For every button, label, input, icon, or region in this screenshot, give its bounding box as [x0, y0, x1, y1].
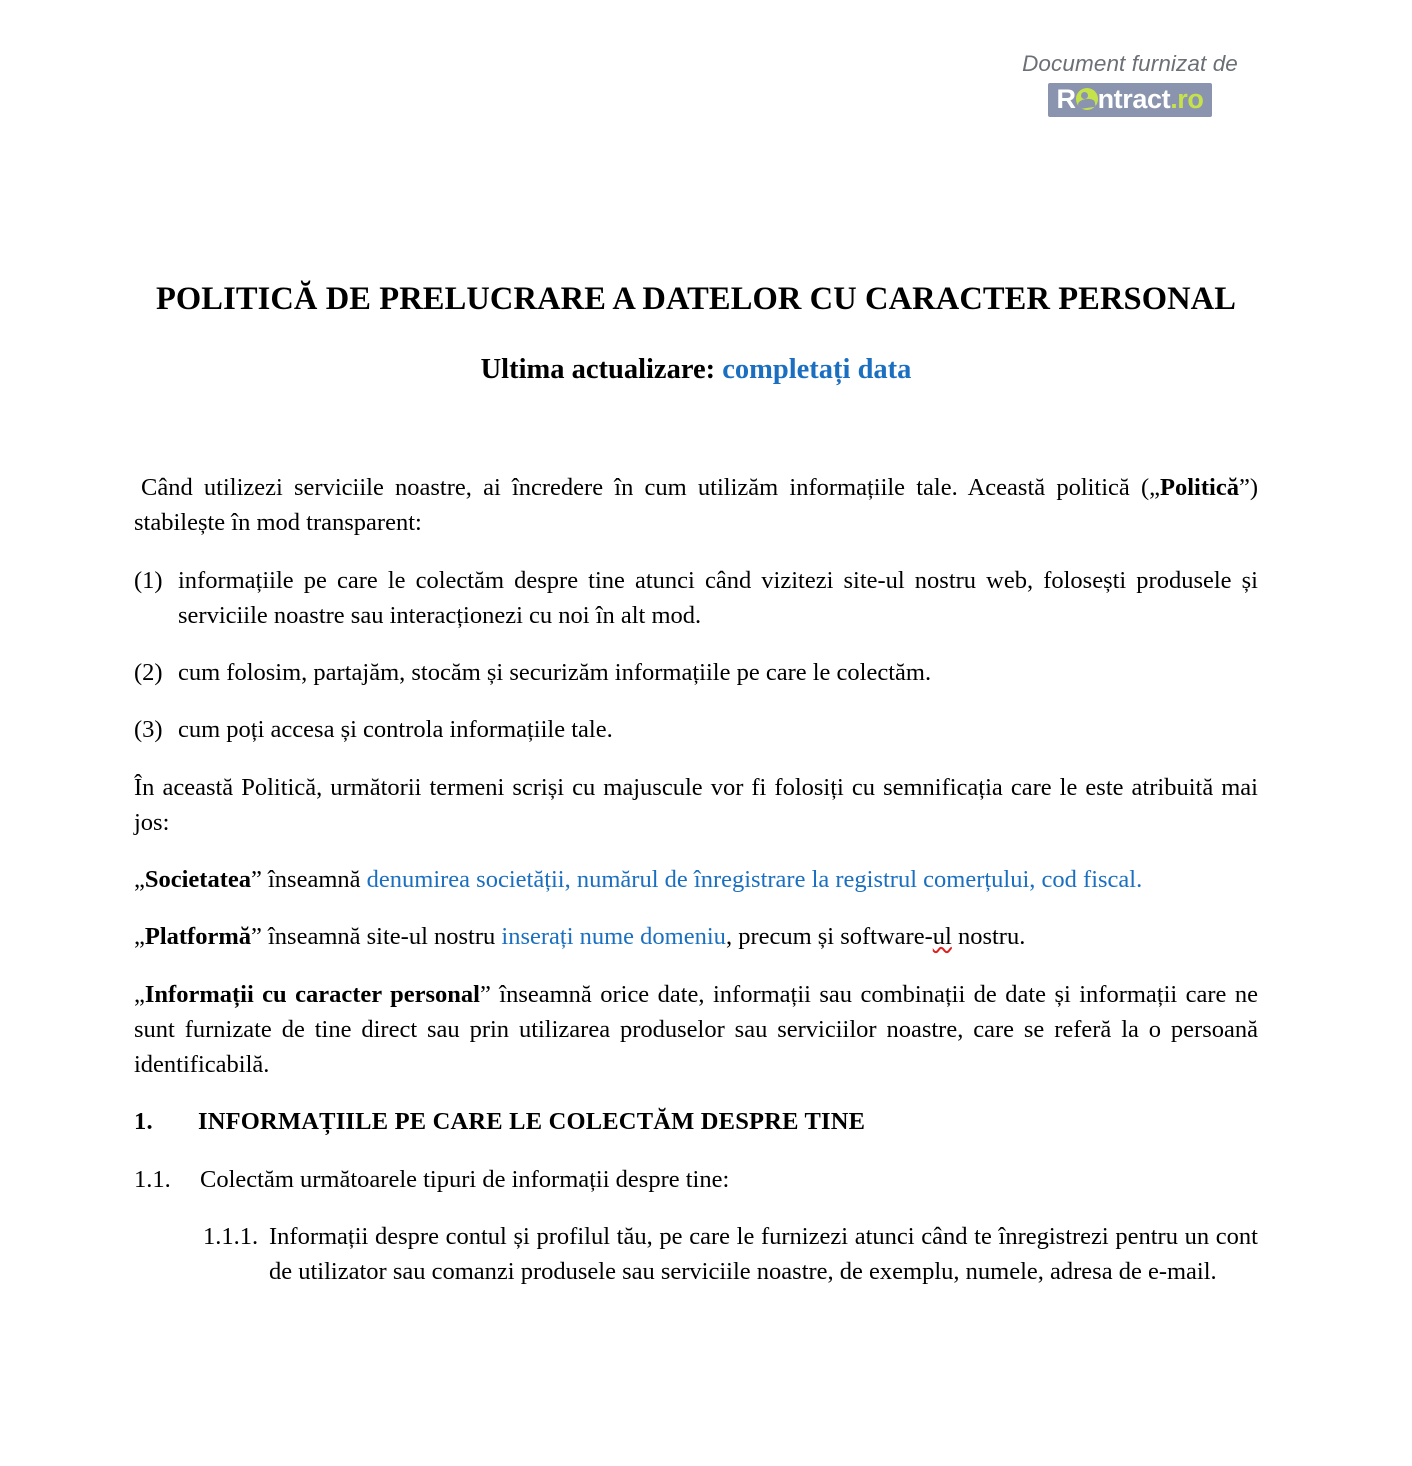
list-item: [134, 655, 1258, 690]
list-item-text: cum folosim, partajăm, stocăm și securizăm informațiile pe care le colectăm.: [178, 659, 932, 687]
intro-paragraph: [134, 470, 1258, 541]
definition-platforma: [134, 919, 1258, 954]
document-subtitle: [134, 353, 1258, 387]
subsection-marker: 1.1.: [134, 1165, 171, 1193]
document-body: [134, 470, 1258, 1312]
definition-lead: ” înseamnă site-ul nostru: [251, 923, 502, 951]
definition-tail-before: , precum și software-: [725, 923, 933, 951]
rontract-globe-icon: [1076, 88, 1098, 110]
provider-attribution: [1000, 52, 1260, 117]
definition-term: Societatea: [144, 866, 251, 894]
intro-term-politica: Politică: [1160, 474, 1239, 501]
definition-tail-after: nostru.: [951, 923, 1026, 951]
subsection-text: Informații despre contul și profilul tău, pe care le furnizezi atunci când te înregistrezi pentru un cont de utilizator sau comanzi produsele sau serviciile noastre, de exemplu, numele, adresa de e-mail.: [269, 1222, 1258, 1286]
last-updated-label: Ultima actualizare:: [480, 353, 716, 385]
list-item-marker: (3): [134, 716, 163, 744]
list-item-text: cum poți accesa și controla informațiile tale.: [178, 716, 613, 744]
subsection-marker: 1.1.1.: [203, 1222, 259, 1250]
logo-middle: ntract: [1097, 83, 1171, 114]
definition-text: ” înseamnă orice date, informații sau combinații de date și informații care ne sunt furnizate de tine direct sau prin utilizarea produselor sau serviciilor noastre, care se referă la o persoană identificabilă.: [134, 980, 1258, 1079]
list-item: [134, 712, 1258, 747]
subsection-1-1-1: [203, 1219, 1258, 1290]
subsection-1-1: [134, 1162, 1258, 1197]
definition-placeholder[interactable]: denumirea societății, numărul de înregistrare la registrul comerțului, cod fiscal.: [366, 866, 1143, 894]
rontract-logo-text: [1056, 83, 1204, 114]
provider-caption: Document furnizat de: [1022, 51, 1238, 76]
section-marker: 1.: [134, 1108, 153, 1136]
logo-tld: .ro: [1170, 83, 1204, 114]
definitions-intro-paragraph: În această Politică, următorii termeni scriși cu majuscule vor fi folosiți cu semnificația care le este atribuită mai jos:: [134, 773, 1258, 836]
document-title: POLITICĂ DE PRELUCRARE A DATELOR CU CARACTER PERSONAL: [155, 280, 1237, 317]
definition-term: Platformă: [144, 923, 251, 951]
definition-informatii-personale: [134, 977, 1258, 1083]
subsection-text: Colectăm următoarele tipuri de informații despre tine:: [200, 1165, 730, 1193]
enumeration-list: [134, 563, 1258, 748]
last-updated-placeholder[interactable]: completați data: [722, 353, 912, 385]
definition-open-quote: „: [134, 980, 145, 1008]
list-item-text: informațiile pe care le colectăm despre tine atunci când vizitezi site-ul nostru web, folosești produsele și serviciile noastre sau interacționezi cu noi în alt mod.: [178, 566, 1258, 629]
definition-lead: ” înseamnă: [251, 866, 367, 894]
spellcheck-error-word: ul: [932, 923, 952, 951]
section-title: INFORMAȚIILE PE CARE LE COLECTĂM DESPRE TINE: [198, 1108, 866, 1136]
intro-text-after: ”) stabilește în mod transparent:: [134, 474, 1258, 537]
rontract-logo[interactable]: [1048, 83, 1211, 117]
definition-open-quote: „: [134, 866, 145, 894]
definition-placeholder[interactable]: inserați nume domeniu: [501, 923, 726, 951]
logo-prefix: R: [1056, 83, 1076, 114]
section-heading-1: [134, 1104, 1258, 1139]
intro-text-before: Când utilizezi serviciile noastre, ai încredere în cum utilizăm informațiile tale. Această politică („: [141, 474, 1161, 501]
definition-open-quote: „: [134, 923, 145, 951]
definition-societatea: [134, 862, 1258, 897]
list-item-marker: (1): [134, 566, 163, 594]
definition-term: Informații cu caracter personal: [144, 980, 480, 1008]
list-item-marker: (2): [134, 659, 163, 687]
list-item: [134, 563, 1258, 634]
